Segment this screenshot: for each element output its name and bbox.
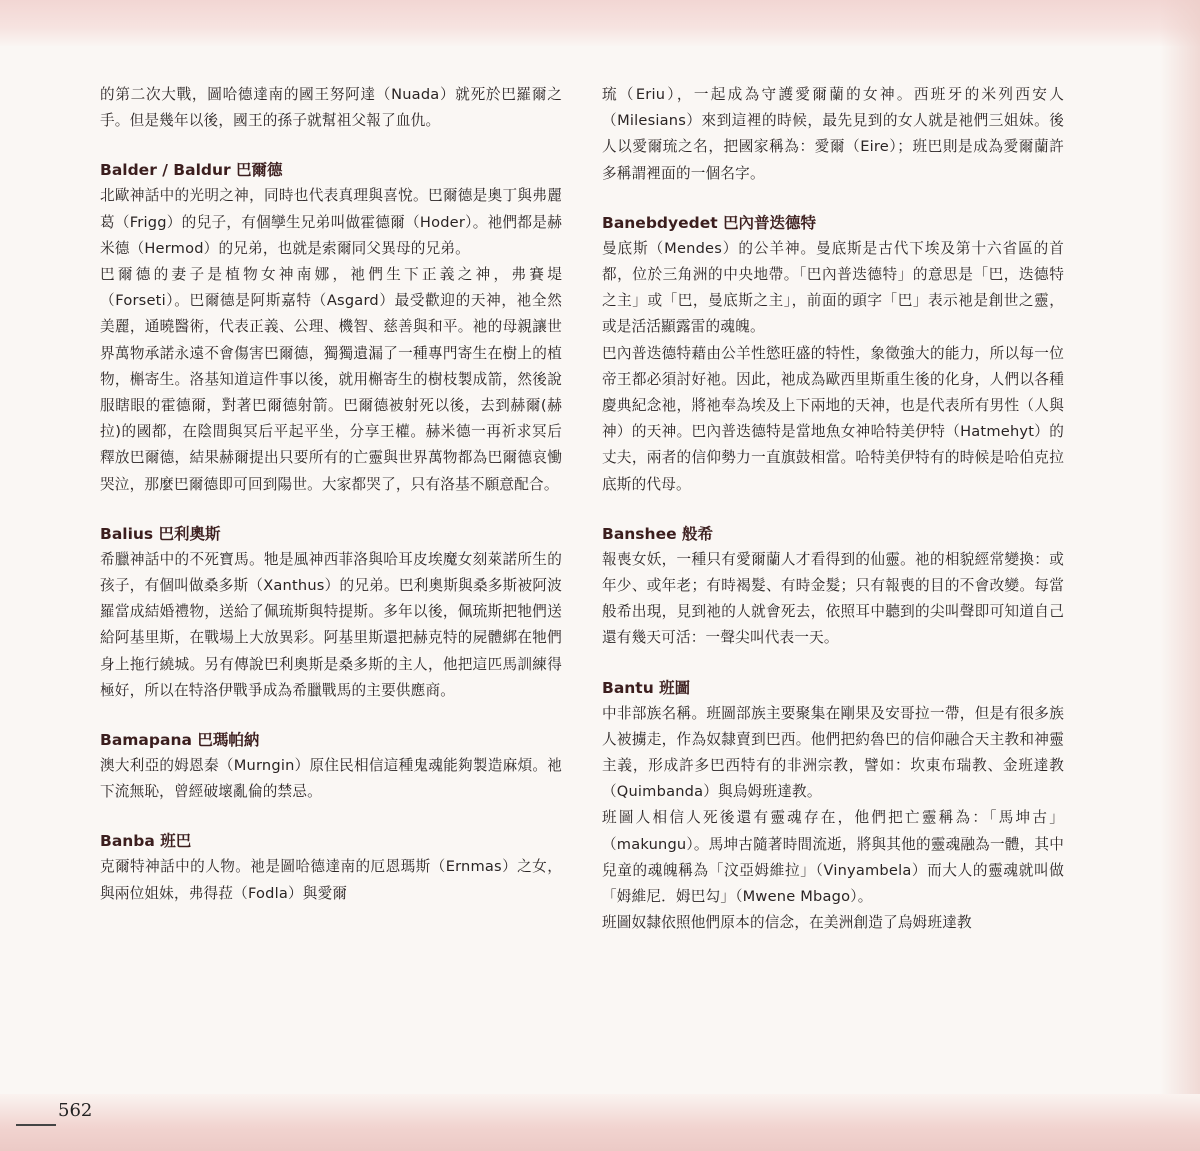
page-top-band (0, 0, 1200, 46)
entry-banshee (602, 524, 1064, 652)
right-column (602, 82, 1064, 936)
entry-continued (100, 82, 562, 134)
entry-banebdyedet (602, 213, 1064, 498)
entry-paragraph: 的第二次大戰，圖哈德達南的國王努阿達（Nuada）就死於巴羅爾之手。但是幾年以後，國王的孫子就幫祖父報了血仇。 (100, 86, 562, 130)
entry-paragraph: 北歐神話中的光明之神，同時也代表真理與喜悅。巴爾德是奧丁與弗麗葛（Frigg）的兒子，有個孿生兄弟叫做霍德爾（Hoder）。祂們都是赫米德（Hermod）的兄弟，也就是索爾同父異母的兄弟。 (100, 187, 562, 257)
entry-banba (100, 831, 562, 906)
entry-paragraph: 中非部族名稱。班圖部族主要聚集在剛果及安哥拉一帶，但是有很多族人被擄走，作為奴隸賣到巴西。他們把約魯巴的信仰融合天主教和神靈主義，形成許多巴西特有的非洲宗教，譬如：坎東布瑞教、金班達教（Quimbanda）與烏姆班達教。 (602, 704, 1064, 801)
page-number: 562 (58, 1100, 93, 1121)
entry-paragraph: 琉（Eriu），一起成為守護愛爾蘭的女神。西班牙的米列西安人（Milesians）來到這裡的時候，最先見到的女人就是祂們三姐妹。後人以愛爾琉之名，把國家稱為：愛爾（Eire）；班巴則是成為愛爾蘭許多稱謂裡面的一個名字。 (602, 86, 1064, 182)
page-fold-shadow (1160, 0, 1200, 1151)
entry-paragraph: 班圖奴隸依照他們原本的信念，在美洲創造了烏姆班達教 (602, 914, 972, 932)
entry-paragraph: 希臘神話中的不死寶馬。牠是風神西菲洛與哈耳皮埃魔女刻萊諾所生的孩子，有個叫做桑多斯（Xanthus）的兄弟。巴利奧斯與桑多斯被阿波羅當成結婚禮物，送給了佩琉斯與特提斯。多年以後，佩琉斯把牠們送給阿基里斯，在戰場上大放異彩。阿基里斯還把赫克特的屍體綁在牠們身上拖行繞城。另有傳說巴利奧斯是桑多斯的主人，他把這匹馬訓練得極好，所以在特洛伊戰爭成為希臘戰馬的主要供應商。 (100, 550, 562, 699)
entry-heading: Banba 班巴 (100, 832, 192, 851)
entry-continued (602, 82, 1064, 187)
entry-balius (100, 524, 562, 704)
entry-paragraph: 克爾特神話中的人物。祂是圖哈德達南的厄恩瑪斯（Ernmas）之女，與兩位姐妹，弗得菈（Fodla）與愛爾 (100, 858, 562, 902)
entry-bamapana (100, 730, 562, 805)
entry-heading: Balius 巴利奧斯 (100, 524, 221, 543)
entry-heading: Banebdyedet 巴內普迭德特 (602, 213, 817, 232)
page-number-rule (16, 1124, 56, 1126)
entry-heading: Bantu 班圖 (602, 678, 691, 697)
entry-paragraph: 報喪女妖，一種只有愛爾蘭人才看得到的仙靈。祂的相貌經常變換：或年少、或年老；有時褐髮、有時金髮；只有報喪的目的不會改變。每當般希出現，見到祂的人就會死去，依照耳中聽到的尖叫聲即可知道自己還有幾天可活：一聲尖叫代表一天。 (602, 550, 1064, 647)
entry-heading: Banshee 般希 (602, 524, 713, 543)
page-bottom-band (0, 1094, 1200, 1151)
entry-bantu (602, 678, 1064, 937)
entry-paragraph: 澳大利亞的姆恩秦（Murngin）原住民相信這種鬼魂能夠製造麻煩。祂下流無恥，曾經破壞亂倫的禁忌。 (100, 757, 562, 801)
entry-paragraph: 巴爾德的妻子是植物女神南娜，祂們生下正義之神，弗賽堤（Forseti）。巴爾德是阿斯嘉特（Asgard）最受歡迎的天神，祂全然美麗，通曉醫術，代表正義、公理、機智、慈善與和平。祂的母親讓世界萬物承諾永遠不會傷害巴爾德，獨獨遺漏了一種專門寄生在樹上的植物，槲寄生。洛基知道這件事以後，就用槲寄生的樹枝製成箭，然後說服瞎眼的霍德爾，對著巴爾德射箭。巴爾德被射死以後，去到赫爾(赫拉)的國都，在陰間與冥后平起平坐，分享王權。赫米德一再祈求冥后釋放巴爾德，結果赫爾提出只要所有的亡靈與世界萬物都為巴爾德哀慟哭泣，那麼巴爾德即可回到陽世。大家都哭了，只有洛基不願意配合。 (100, 266, 562, 493)
entry-heading: Bamapana 巴瑪帕納 (100, 731, 260, 750)
entry-paragraph: 班圖人相信人死後還有靈魂存在，他們把亡靈稱為：「馬坤古」（makungu）。馬坤古隨著時間流逝，將與其他的靈魂融為一體，其中兒童的魂魄稱為「汶亞姆維拉」（Vinyambela）而大人的靈魂就叫做「姆維尼．姆巴勾」（Mwene Mbago）。 (602, 809, 1064, 906)
entry-balder (100, 160, 562, 497)
entry-paragraph: 曼底斯（Mendes）的公羊神。曼底斯是古代下埃及第十六省區的首都，位於三角洲的中央地帶。「巴內普迭德特」的意思是「巴，迭德特之主」或「巴，曼底斯之主」，前面的頭字「巴」表示祂是創世之靈，或是活活顯露雷的魂魄。 (602, 239, 1064, 336)
entry-paragraph: 巴內普迭德特藉由公羊性慾旺盛的特性，象徵強大的能力，所以每一位帝王都必須討好祂。因此，祂成為歐西里斯重生後的化身，人們以各種慶典紀念祂，將祂奉為埃及上下兩地的天神，也是代表所有男性（人與神）的天神。巴內普迭德特是當地魚女神哈特美伊特（Hatmehyt）的丈夫，兩者的信仰勢力一直旗鼓相當。哈特美伊特有的時候是哈伯克拉底斯的代母。 (602, 344, 1064, 493)
entry-heading: Balder / Baldur 巴爾德 (100, 161, 283, 180)
left-column (100, 82, 562, 907)
